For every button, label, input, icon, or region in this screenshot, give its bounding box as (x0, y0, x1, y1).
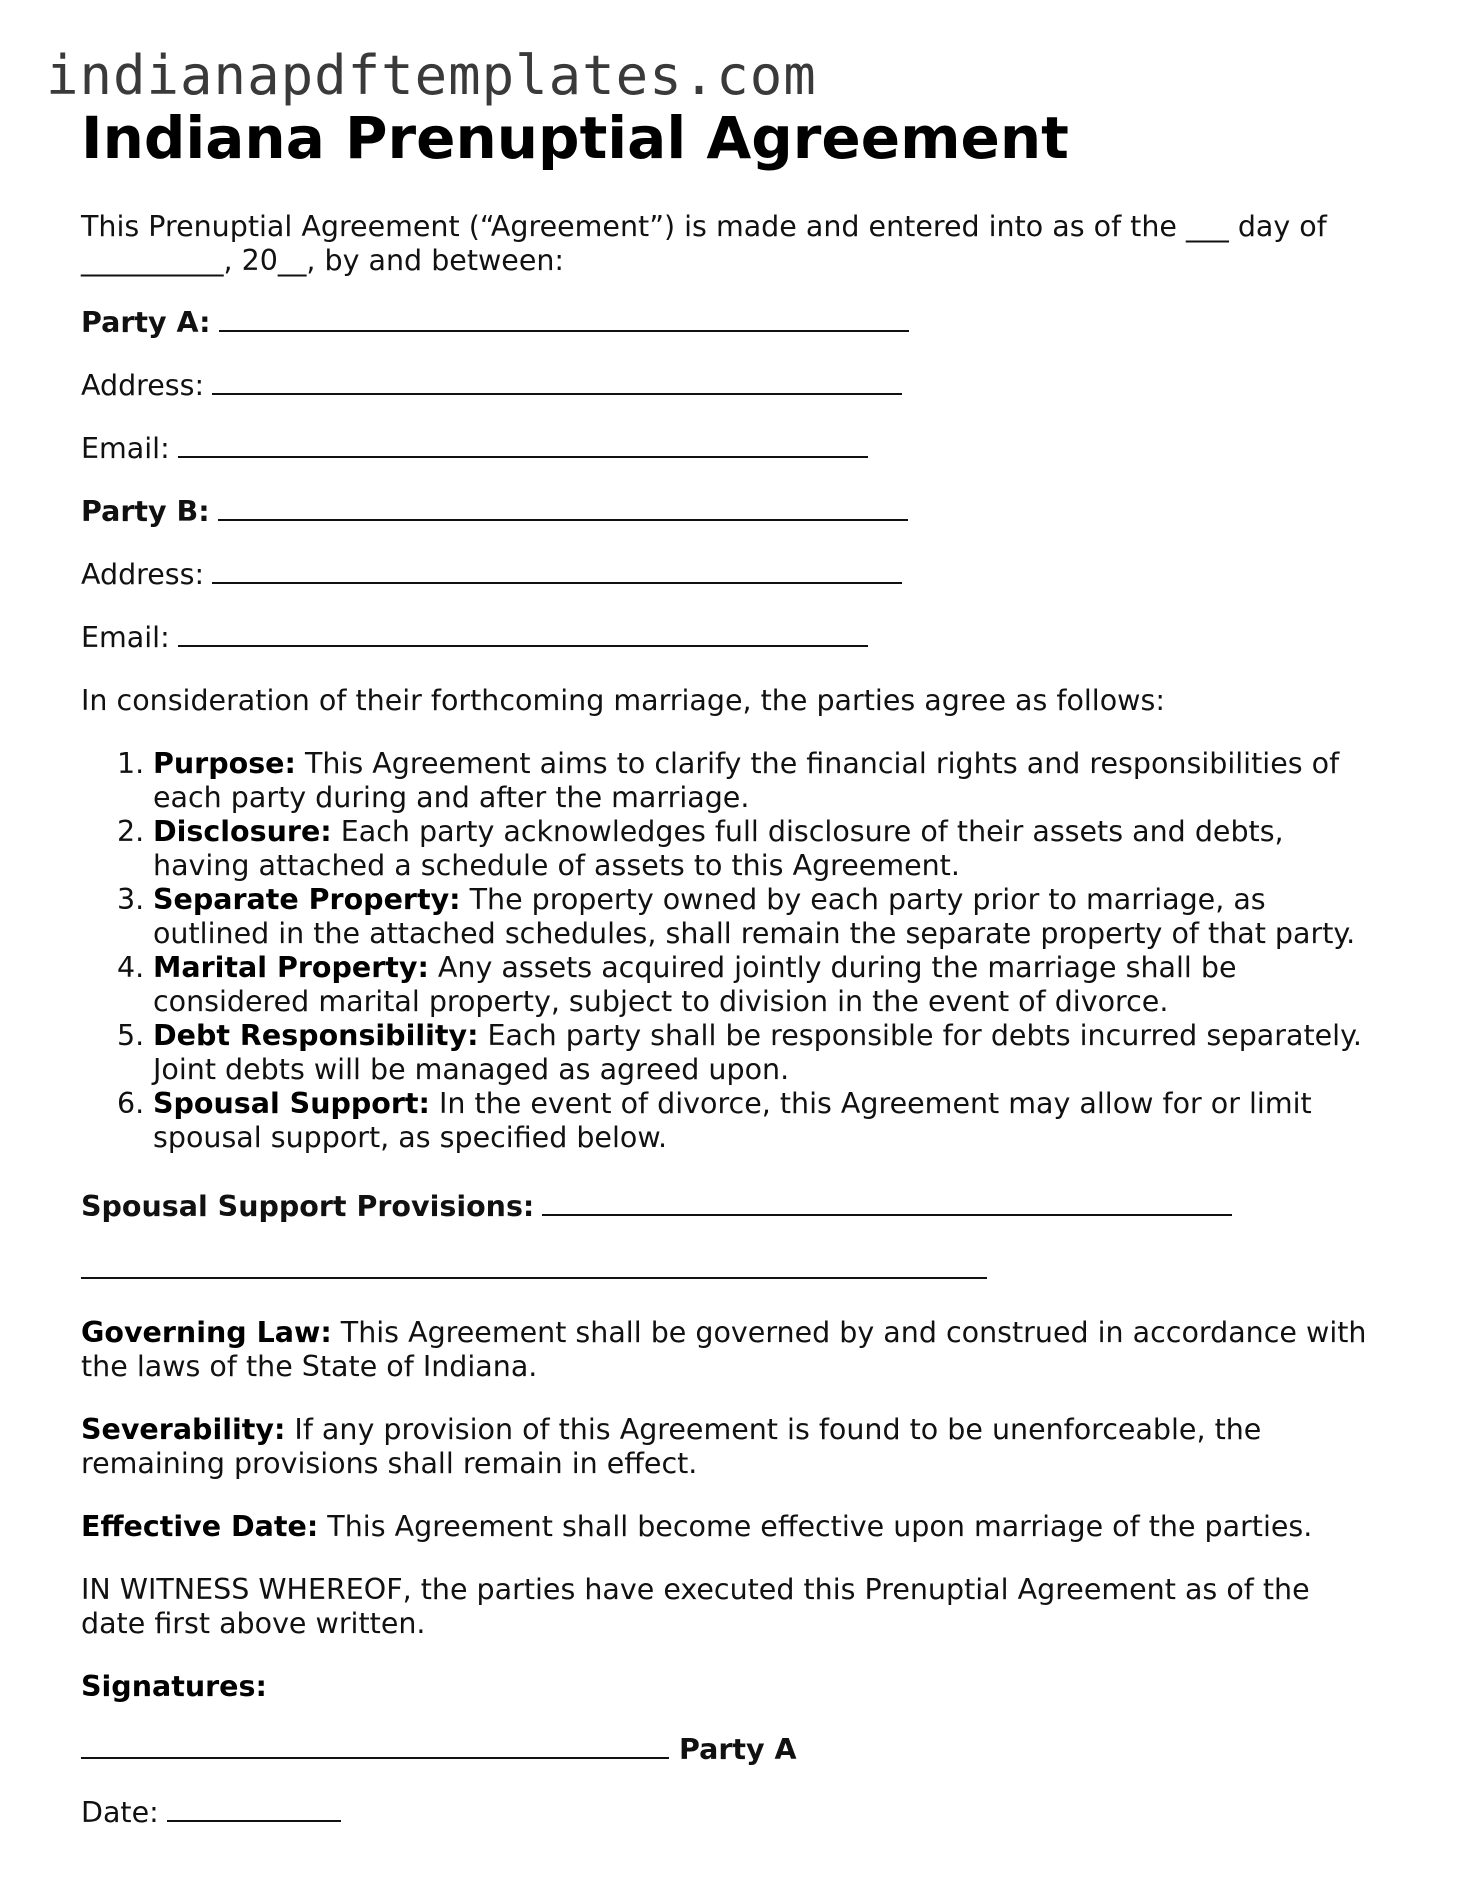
effective-date-title: Effective Date: (81, 1510, 319, 1543)
signatures-heading (81, 1670, 267, 1704)
effective-date-paragraph (81, 1510, 1401, 1544)
spousal-support-continuation-blank[interactable] (81, 1253, 987, 1279)
clause-text-line-1: Each party shall be responsible for debts incurred separately. (478, 1019, 1362, 1052)
spousal-support-provisions-continuation[interactable] (81, 1253, 987, 1287)
date-blank[interactable] (167, 1796, 341, 1822)
clause-text-line-1: This Agreement aims to clarify the financial rights and responsibilities of (295, 747, 1340, 780)
spousal-support-provisions-label: Spousal Support Provisions: (81, 1190, 535, 1223)
clause-title: Spousal Support: (153, 1087, 430, 1120)
party-b-name-blank[interactable] (218, 495, 908, 521)
clause-title: Debt Responsibility: (153, 1019, 479, 1052)
party-b-email-field[interactable] (81, 621, 868, 655)
clause-number: 4. (117, 951, 145, 984)
governing-law-line-1: This Agreement shall be governed by and construed in accordance with (331, 1316, 1367, 1349)
clause-number: 1. (117, 747, 145, 780)
party-a-name-field[interactable] (81, 306, 909, 340)
clause-item (81, 1019, 1381, 1087)
clause-number: 3. (117, 883, 145, 916)
governing-law-title: Governing Law: (81, 1316, 332, 1349)
clause-item (81, 747, 1381, 815)
clause-title: Disclosure: (153, 815, 332, 848)
clause-title: Separate Property: (153, 883, 461, 916)
severability-title: Severability: (81, 1413, 286, 1446)
party-a-address-blank[interactable] (212, 369, 902, 395)
party-a-label: Party A: (81, 306, 211, 339)
clause-item (81, 1087, 1381, 1155)
governing-law-paragraph (81, 1316, 1401, 1384)
clause-text-line-1: The property owned by each party prior to marriage, as (460, 883, 1266, 916)
clause-item (81, 951, 1381, 1019)
consideration-text: In consideration of their forthcoming marriage, the parties agree as follows: (81, 684, 1165, 717)
intro-line-1: This Prenuptial Agreement (“Agreement”) is made and entered into as of the ___ day of (81, 210, 1327, 243)
severability-line-2: remaining provisions shall remain in effect. (81, 1447, 698, 1480)
clause-text-line-2: having attached a schedule of assets to this Agreement. (153, 849, 960, 882)
severability-line-1: If any provision of this Agreement is found to be unenforceable, the (285, 1413, 1262, 1446)
document-page (81, 104, 1401, 1829)
clause-text-line-2: outlined in the attached schedules, shall remain the separate property of that party. (153, 917, 1356, 950)
party-a-email-blank[interactable] (178, 432, 868, 458)
document-title: Indiana Prenuptial Agreement (81, 104, 1069, 172)
effective-date-text: This Agreement shall become effective upon marriage of the parties. (318, 1510, 1313, 1543)
party-b-label: Party B: (81, 495, 210, 528)
clause-text-line-1: Any assets acquired jointly during the marriage shall be (428, 951, 1237, 984)
party-b-email-label: Email: (81, 621, 170, 654)
clause-text-line-2: spousal support, as specified below. (153, 1121, 668, 1154)
clause-text-line-2: considered marital property, subject to division in the event of divorce. (153, 985, 1169, 1018)
spousal-support-provisions-blank[interactable] (542, 1190, 1232, 1216)
clause-text-line-2: Joint debts will be managed as agreed upon. (153, 1053, 790, 1086)
party-b-address-blank[interactable] (212, 558, 902, 584)
intro-line-2: __________, 20__, by and between: (81, 244, 565, 277)
witness-line-1: IN WITNESS WHEREOF, the parties have executed this Prenuptial Agreement as of the (81, 1573, 1310, 1606)
clause-text-line-1: In the event of divorce, this Agreement may allow for or limit (429, 1087, 1312, 1120)
severability-paragraph (81, 1413, 1401, 1481)
date-field[interactable] (81, 1796, 341, 1830)
party-b-name-field[interactable] (81, 495, 908, 529)
intro-paragraph (81, 210, 1401, 278)
party-a-address-field[interactable] (81, 369, 902, 403)
party-a-signature-line[interactable] (81, 1733, 669, 1759)
governing-law-line-2: the laws of the State of Indiana. (81, 1350, 538, 1383)
clause-number: 6. (117, 1087, 145, 1120)
clause-text-line-1: Each party acknowledges full disclosure of their assets and debts, (331, 815, 1284, 848)
clause-item (81, 815, 1381, 883)
witness-line-2: date first above written. (81, 1607, 426, 1640)
party-b-email-blank[interactable] (178, 621, 868, 647)
clause-number: 5. (117, 1019, 145, 1052)
party-a-signature-field[interactable] (81, 1733, 797, 1767)
clause-number: 2. (117, 815, 145, 848)
date-label: Date: (81, 1796, 159, 1829)
party-a-email-label: Email: (81, 432, 170, 465)
party-b-address-field[interactable] (81, 558, 902, 592)
clause-title: Purpose: (153, 747, 296, 780)
clause-text-line-2: each party during and after the marriage. (153, 781, 750, 814)
witness-paragraph (81, 1573, 1401, 1641)
clause-title: Marital Property: (153, 951, 429, 984)
party-a-name-blank[interactable] (219, 306, 909, 332)
clauses-list (81, 747, 1381, 1155)
signatures-label: Signatures: (81, 1670, 267, 1703)
party-b-address-label: Address: (81, 558, 205, 591)
party-a-address-label: Address: (81, 369, 205, 402)
spousal-support-provisions-field[interactable] (81, 1190, 1232, 1224)
watermark: indianapdftemplates.com (46, 44, 817, 107)
party-a-signature-label: Party A (679, 1733, 797, 1766)
clause-item (81, 883, 1381, 951)
party-a-email-field[interactable] (81, 432, 868, 466)
